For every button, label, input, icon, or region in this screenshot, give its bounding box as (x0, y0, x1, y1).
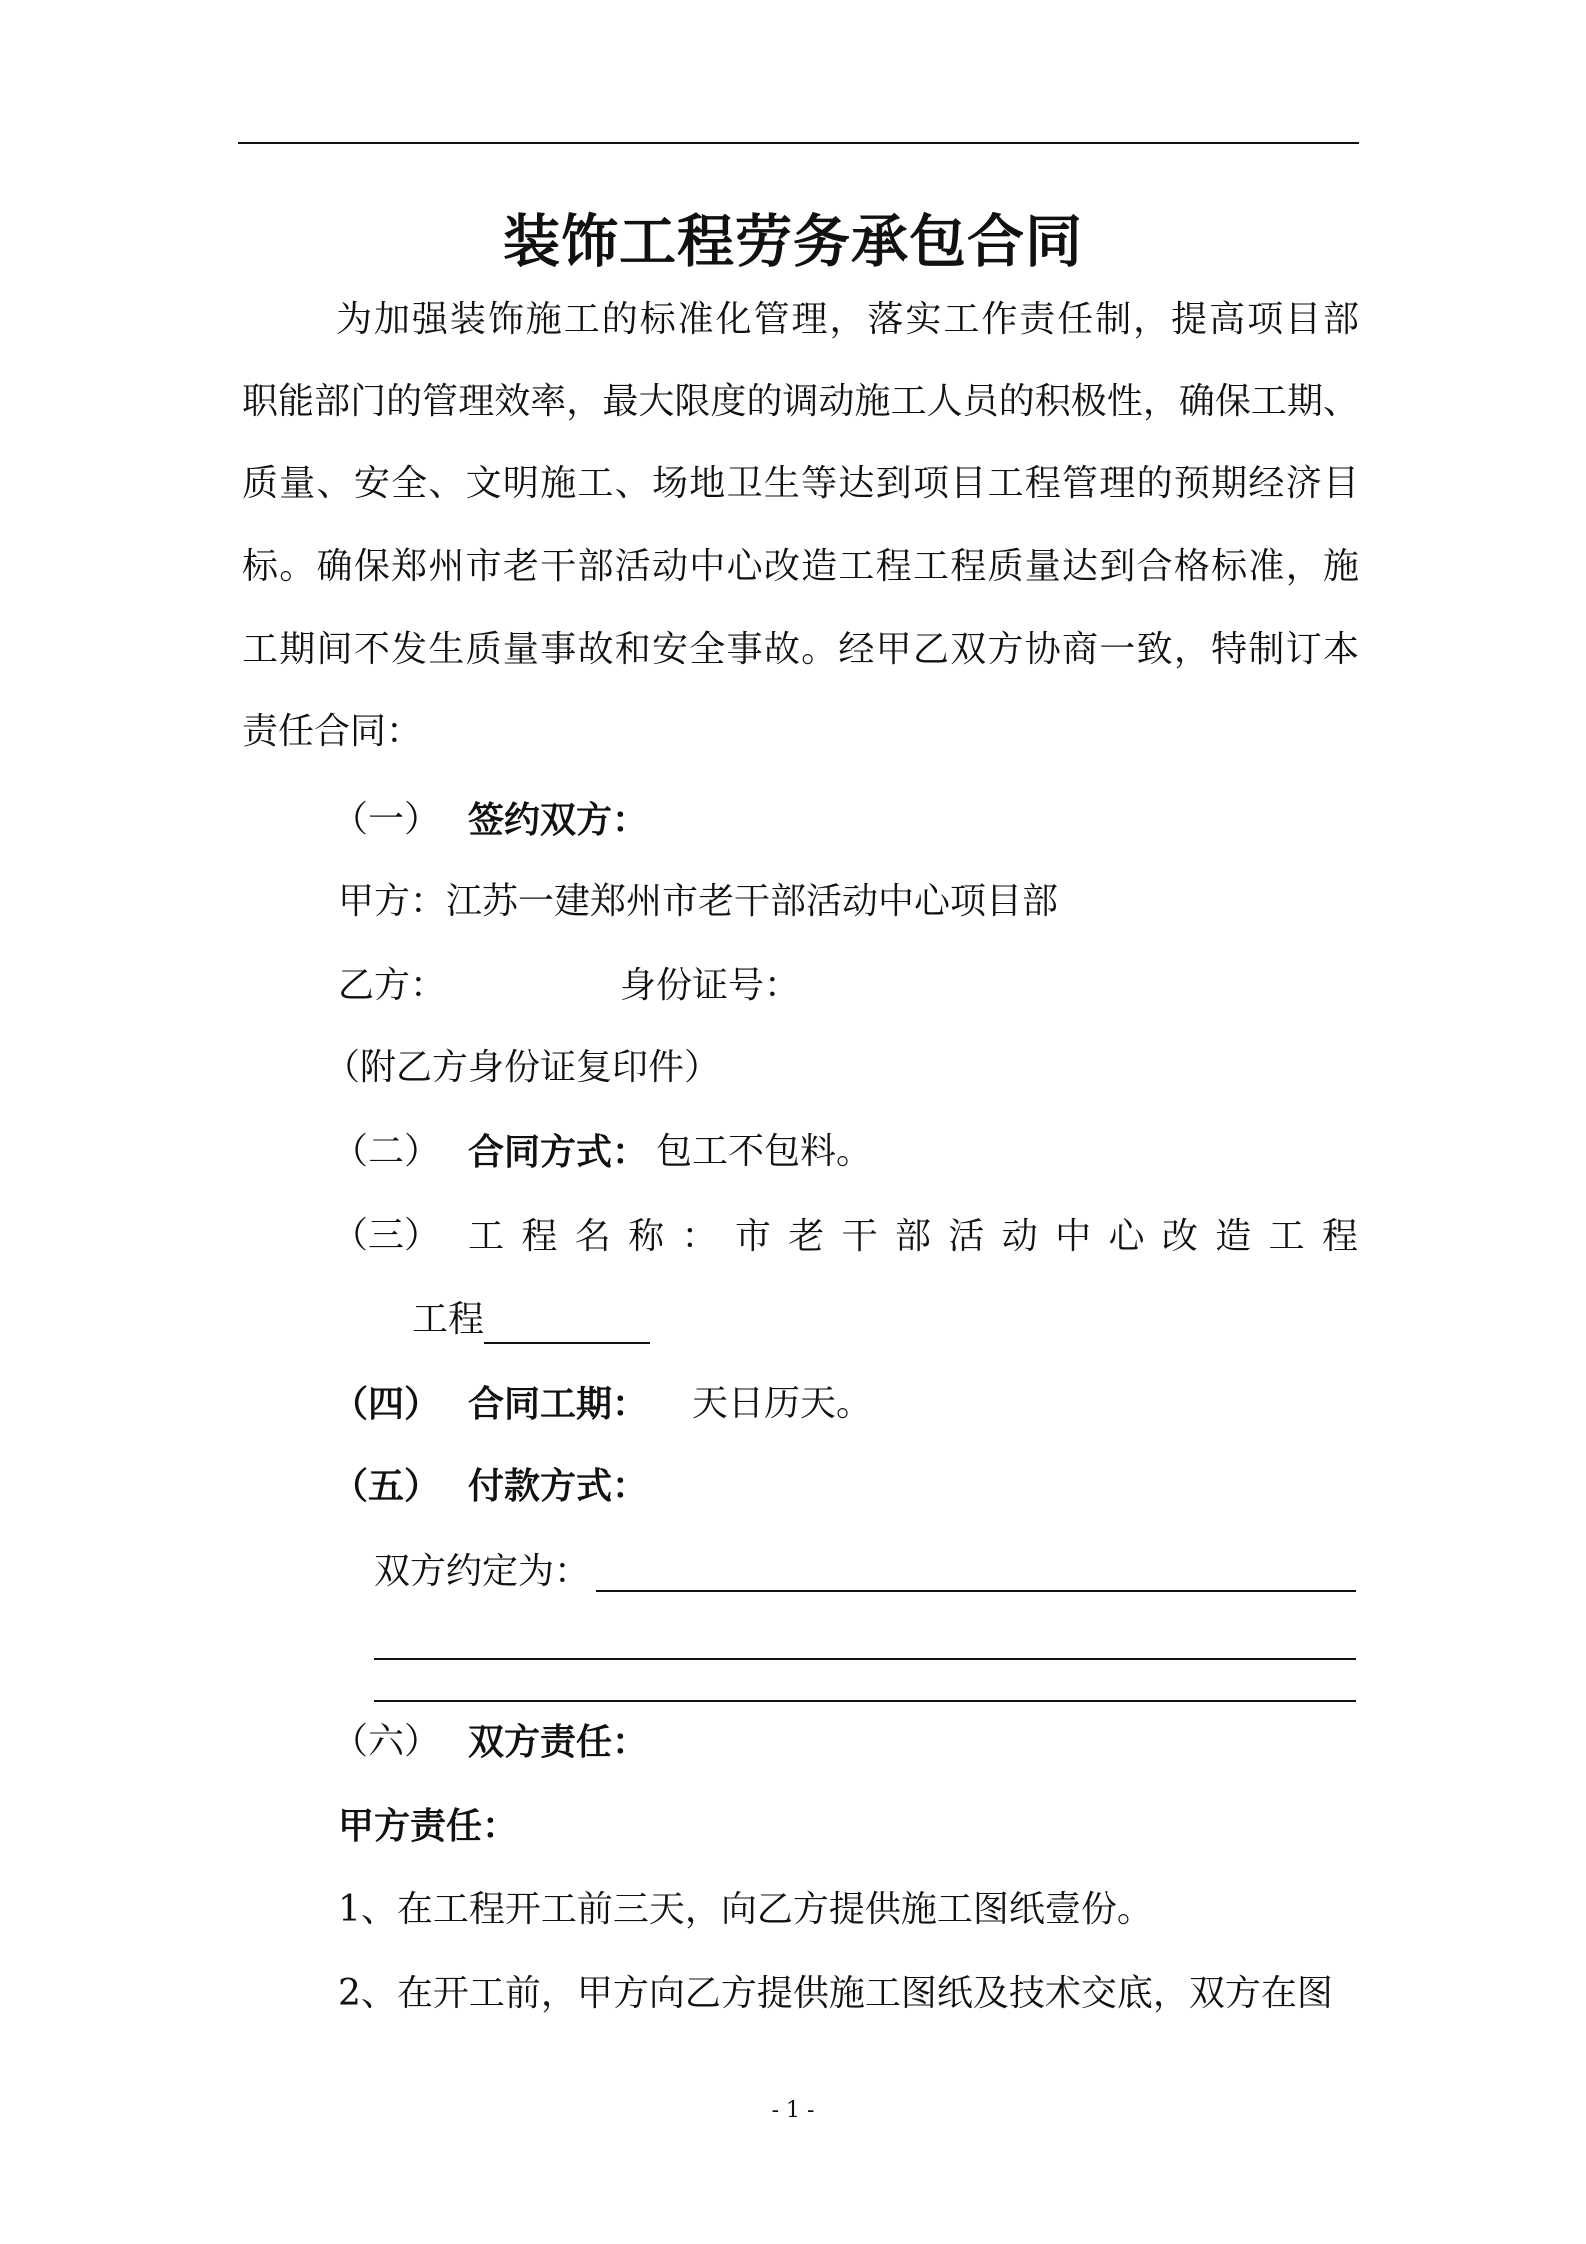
party-b-label: 乙方： (338, 965, 447, 1006)
duty-item-2: 2、在开工前，甲方向乙方提供施工图纸及技术交底，双方在图 (338, 1973, 1333, 2014)
section-3-heading-value (468, 1212, 1358, 1261)
section-1-heading: 签约双方： (468, 799, 649, 841)
agreed-label: 双方约定为： (374, 1551, 591, 1592)
section-6-number: （六） (332, 1721, 441, 1762)
section-5-heading: 付款方式： (468, 1465, 649, 1507)
intro-line-6: 责任合同： (242, 711, 423, 752)
intro-line-2: 职能部门的管理效率，最大限度的调动施工人员的积极性，确保工期、 (242, 381, 1359, 422)
intro-line-3: 质量、安全、文明施工、场地卫生等达到项目工程管理的预期经济目 (242, 463, 1359, 504)
party-a-duties-label: 甲方责任： (338, 1805, 519, 1847)
intro-line-5: 工期间不发生质量事故和安全事故。经甲乙双方协商一致，特制订本 (242, 629, 1359, 670)
section-3-continuation-text: 工程 (412, 1299, 485, 1340)
attach-note: （附乙方身份证复印件） (324, 1047, 721, 1088)
section-2-value: 包工不包料。 (656, 1131, 873, 1172)
party-a-line: 甲方：江苏一建郑州市老干部活动中心项目部 (338, 881, 1059, 922)
section-4-value: 天日历天。 (692, 1383, 873, 1424)
payment-blank-line-1 (596, 1590, 1356, 1592)
document-title: 装饰工程劳务承包合同 (503, 208, 1083, 275)
id-number-label: 身份证号： (620, 965, 801, 1006)
section-3-number: （三） (332, 1215, 441, 1256)
header-rule (238, 142, 1359, 144)
intro-line-4: 标。确保郑州市老干部活动中心改造工程工程质量达到合格标准，施 (242, 546, 1359, 587)
duty-item-1: 1、在工程开工前三天，向乙方提供施工图纸壹份。 (338, 1889, 1153, 1930)
section-2-number: （二） (332, 1131, 441, 1172)
page-number: - 1 - (771, 2098, 815, 2123)
section-1-number: （一） (332, 799, 441, 840)
payment-blank-line-2 (374, 1658, 1356, 1660)
intro-line-1: 为加强装饰施工的标准化管理，落实工作责任制，提高项目部 (336, 299, 1359, 340)
section-3-continuation (412, 1296, 650, 1344)
project-name-blank (484, 1302, 650, 1344)
section-2-heading: 合同方式： (468, 1131, 649, 1173)
section-4-number: （四） (332, 1383, 441, 1425)
payment-blank-line-3 (374, 1700, 1356, 1702)
section-6-heading: 双方责任： (468, 1721, 649, 1763)
section-5-number: （五） (332, 1465, 441, 1507)
section-4-heading: 合同工期： (468, 1383, 649, 1425)
section-3-text: 工程名称：市老干部活动中心改造工程 (468, 1216, 1358, 1257)
